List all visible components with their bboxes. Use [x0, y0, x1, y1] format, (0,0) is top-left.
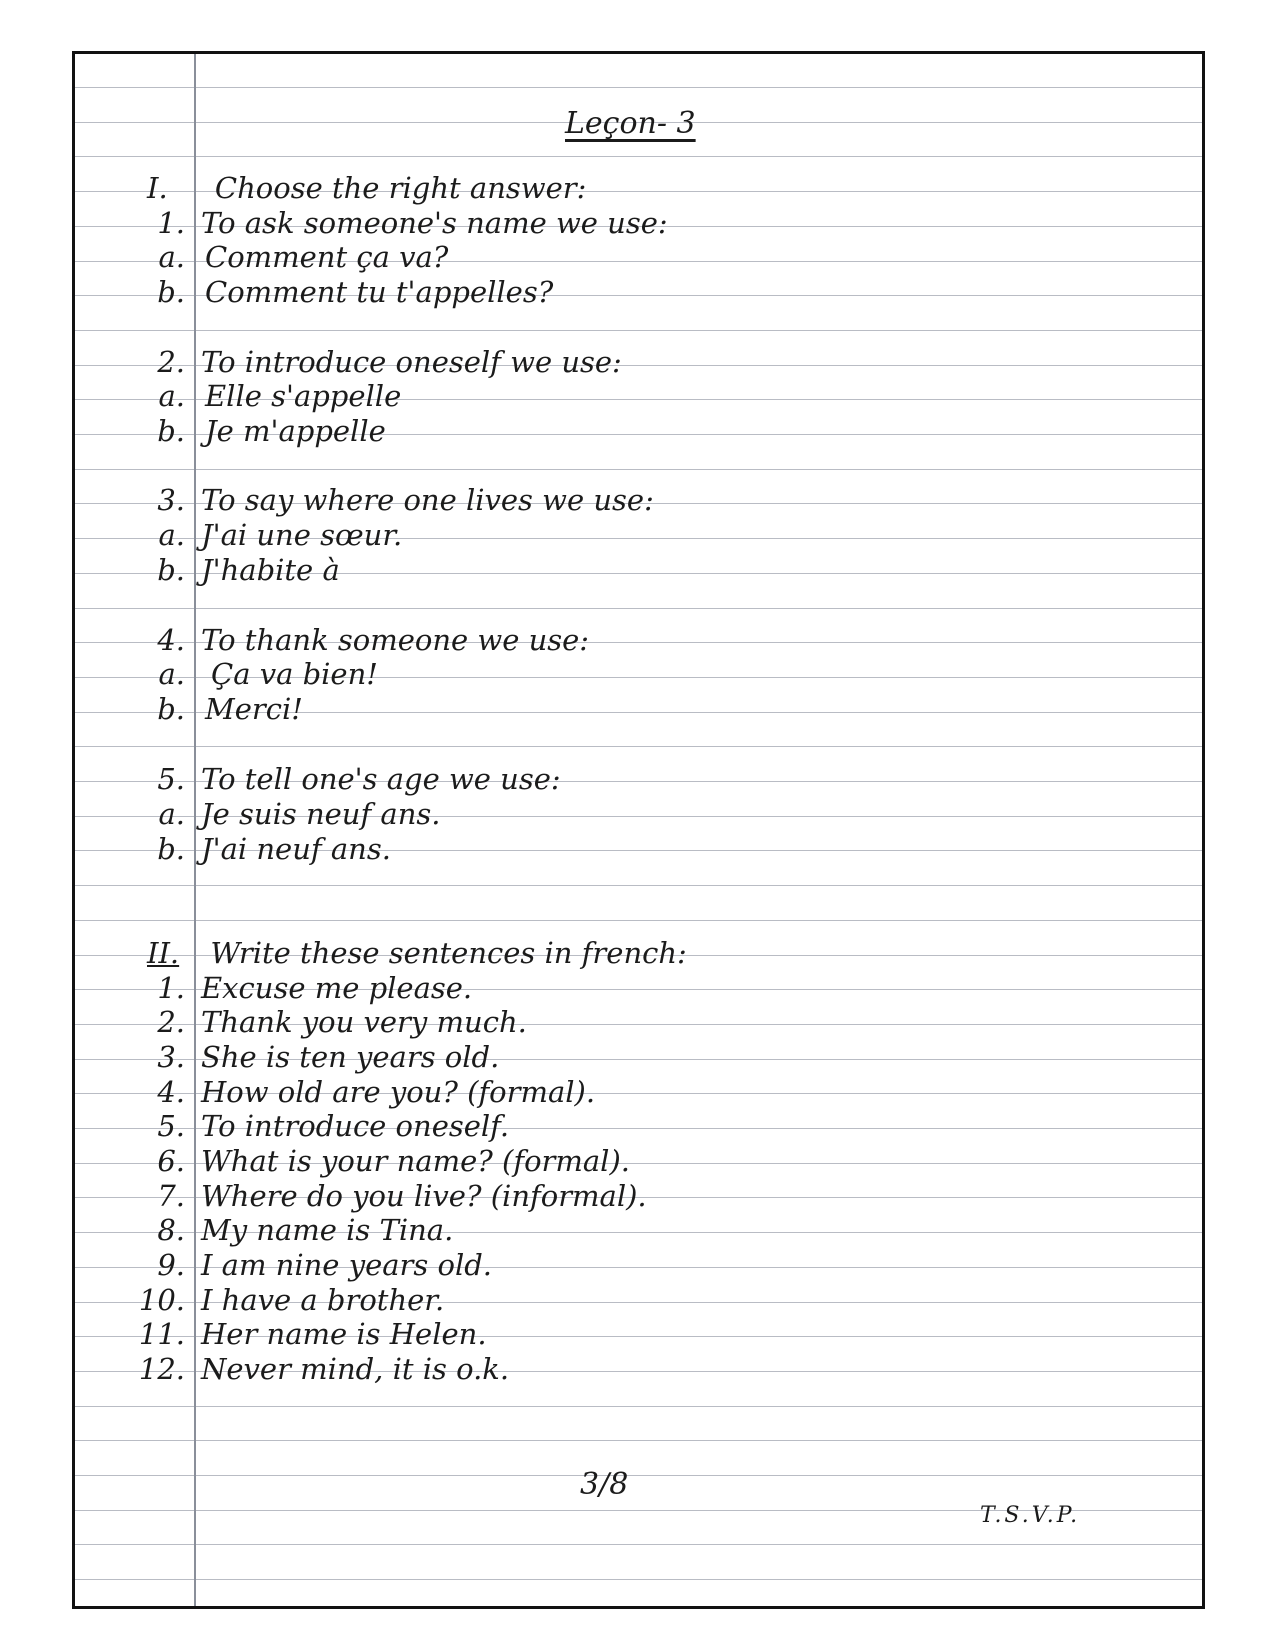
- ruled-line: [75, 1406, 1202, 1407]
- notebook-page: Leçon- 3 I. Choose the right answer: 1. To ask someone's name we use: a. Comment ça va? b. Comment tu t'appelles? 2. To introduce oneself we use: a. Elle s'appelle b. Je m'appelle 3. To say where one lives we use: a. J'ai une sœur. b. J'habite à 4. To thank someone we use: a. Ça va bien! b. Merci! 5. To tell one's age we use: a. Je suis neuf ans. b. J'ai neuf ans. II. Write these sentences in french: 1. Excuse me please. 2. Thank you very much. 3. She is ten years old. 4. How old are you? (formal). 5. To introduce oneself. 6. What is your name? (formal). 7. Where do you live? (informal). 8. My name is Tina. 9. I am nine years old. 10. I have a brother. 11. Her name is Helen. 12. Never mind, it is o.k. 3/8 T.S.V.P.: [72, 51, 1205, 1609]
- section-1-numeral: I.: [147, 171, 168, 205]
- ruled-line: [75, 87, 1202, 88]
- page-title: Leçon- 3: [565, 106, 696, 141]
- ruled-line: [75, 1579, 1202, 1580]
- ruled-line: [75, 885, 1202, 886]
- section-2-title: Write these sentences in french:: [210, 936, 687, 970]
- ruled-line: [75, 608, 1202, 609]
- ruled-line: [75, 1475, 1202, 1476]
- footer-note: T.S.V.P.: [980, 1503, 1081, 1528]
- section-2-numeral: II.: [147, 936, 180, 970]
- ruled-line: [75, 1544, 1202, 1545]
- section-1-title: Choose the right answer:: [214, 171, 587, 205]
- section-2-heading: [147, 936, 687, 970]
- ruled-line: [75, 469, 1202, 470]
- ruled-line: [75, 156, 1202, 157]
- ruled-line: [75, 746, 1202, 747]
- ruled-line: [75, 920, 1202, 921]
- ruled-line: [75, 1440, 1202, 1441]
- margin-line: [194, 54, 196, 1606]
- page-number: 3/8: [580, 1467, 629, 1502]
- ruled-line: [75, 330, 1202, 331]
- section-1-heading: [147, 171, 587, 205]
